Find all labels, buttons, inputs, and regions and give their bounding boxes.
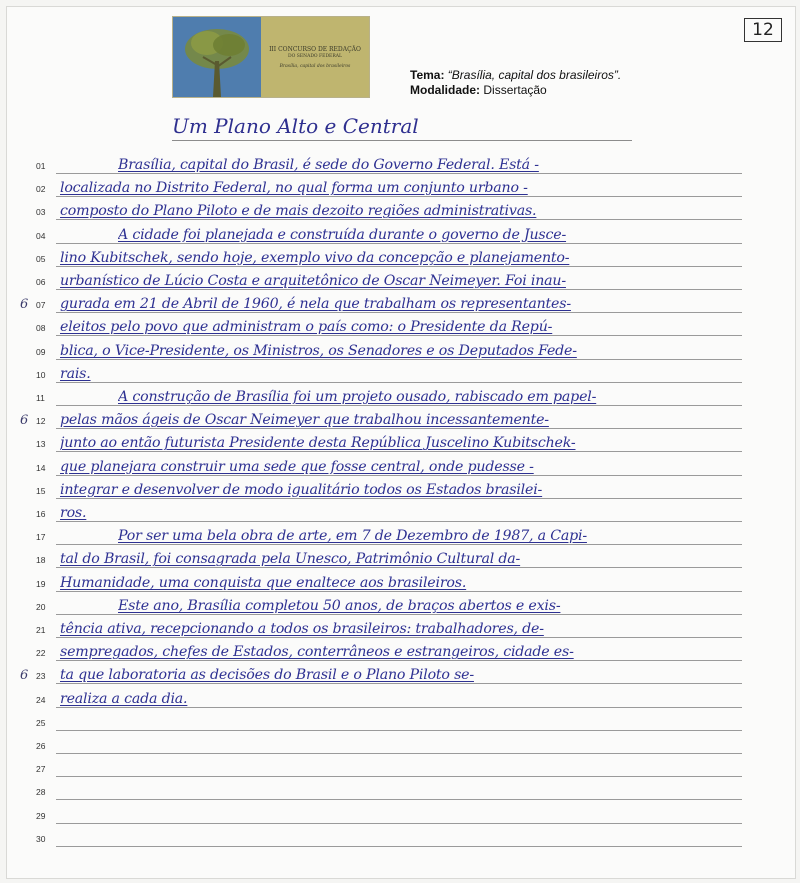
line-number: 13 [36, 439, 46, 450]
handwritten-text: Por ser uma bela obra de arte, em 7 de Dezembro de 1987, a Capi- [118, 528, 587, 545]
handwritten-text: rais. [60, 365, 91, 382]
essay-line [36, 452, 742, 476]
essay-line [36, 428, 742, 452]
handwritten-text: Humanidade, uma conquista que enaltece aos brasileiros. [60, 574, 467, 591]
line-number: 17 [36, 532, 46, 543]
handwritten-text: gurada em 21 de Abril de 1960, é nela que trabalham os representantes- [60, 296, 571, 313]
essay-line [36, 823, 742, 847]
essay-line [36, 243, 742, 267]
handwritten-text: realiza a cada dia. [60, 690, 188, 707]
line-number: 23 [36, 671, 46, 682]
logo-tagline: Brasília, capital dos brasileiros [279, 63, 351, 69]
line-number: 21 [36, 625, 46, 635]
essay-line [36, 568, 742, 592]
handwritten-text: ros. [60, 505, 87, 521]
essay-line [36, 475, 742, 499]
handwritten-text: Este ano, Brasília completou 50 anos, de braços abertos e exis- [118, 597, 561, 614]
handwritten-text: tal do Brasil, foi consagrada pela Unesco, Patrimônio Cultural da- [60, 551, 521, 568]
line-number: 11 [36, 393, 45, 403]
line-number: 20 [36, 601, 46, 612]
line-number: 06 [36, 277, 46, 287]
line-number: 08 [36, 323, 46, 334]
essay-line [36, 521, 742, 545]
line-number: 29 [36, 810, 46, 821]
handwritten-text: que planejara construir uma sede que fosse central, onde pudesse - [60, 458, 534, 475]
line-number: 09 [36, 346, 46, 357]
essay-line [36, 498, 742, 522]
handwritten-text: blica, o Vice-Presidente, os Ministros, os Senadores e os Deputados Fede- [60, 342, 577, 359]
handwritten-text: eleitos pelo povo que administram o país como: o Presidente da Repú- [60, 319, 553, 336]
line-number: 18 [36, 555, 46, 566]
essay-title: Um Plano Alto e Central [172, 114, 632, 141]
line-number: 25 [36, 717, 46, 728]
essay-line [36, 220, 742, 244]
line-number: 19 [36, 578, 46, 589]
essay-line [36, 753, 742, 777]
theme-label: Tema: [410, 68, 445, 82]
line-number: 04 [36, 230, 46, 241]
essay-line [36, 707, 742, 731]
essay-line [36, 336, 742, 360]
modality-value: Dissertação [483, 83, 547, 97]
essay-line [20, 660, 742, 684]
handwritten-text: lino Kubitschek, sendo hoje, exemplo vivo da concepção e planejamento- [60, 249, 570, 266]
handwritten-text: A cidade foi planejada e construída durante o governo de Jusce- [118, 226, 567, 243]
line-number: 15 [36, 485, 46, 496]
essay-line [36, 359, 742, 383]
page-number: 12 [752, 20, 774, 40]
essay-line [36, 266, 742, 290]
line-number: 10 [36, 369, 46, 380]
line-number: 01 [36, 161, 46, 171]
grader-mark: 6 [20, 413, 29, 429]
handwritten-text: pelas mãos ágeis de Oscar Neimeyer que trabalhou incessantemente- [60, 412, 549, 429]
essay-line [20, 405, 742, 429]
handwritten-text: Brasília, capital do Brasil, é sede do Governo Federal. Está - [118, 157, 539, 173]
logo-title: III CONCURSO DE REDAÇÃO [269, 45, 361, 53]
handwritten-text: urbanístico de Lúcio Costa e arquitetônico de Oscar Neimeyer. Foi inau- [60, 273, 566, 289]
theme-value: “Brasília, capital dos brasileiros”. [447, 68, 622, 82]
line-number: 16 [36, 509, 46, 519]
handwritten-text: sempregados, chefes de Estados, conterrâneos e estrangeiros, cidade es- [60, 644, 574, 661]
line-number: 02 [36, 184, 46, 195]
line-number: 28 [36, 787, 46, 798]
logo-subtitle: DO SENADO FEDERAL [288, 53, 342, 59]
essay-line [36, 544, 742, 568]
handwritten-text: ta que laboratoria as decisões do Brasil e o Plano Piloto se- [60, 667, 474, 684]
modality-label: Modalidade: [410, 83, 481, 97]
essay-line [36, 591, 742, 615]
line-number: 22 [36, 648, 46, 659]
essay-line [36, 730, 742, 754]
handwritten-text: A construção de Brasília foi um projeto ousado, rabiscado em papel- [118, 389, 597, 405]
handwritten-text: integrar e desenvolver de modo igualitário todos os Estados brasilei- [60, 481, 543, 498]
essay-line [36, 614, 742, 638]
grader-mark: 6 [20, 668, 29, 684]
line-number: 07 [36, 300, 46, 311]
essay-line [36, 196, 742, 220]
grader-mark: 6 [20, 297, 29, 313]
essay-line [36, 173, 742, 197]
line-number: 05 [36, 253, 46, 264]
line-number: 26 [36, 741, 46, 751]
handwritten-text: junto ao então futurista Presidente desta República Juscelino Kubitschek- [60, 435, 576, 452]
handwritten-text: tência ativa, recepcionando a todos os brasileiros: trabalhadores, de- [60, 621, 544, 637]
line-number: 30 [36, 833, 46, 844]
essay-line [36, 776, 742, 800]
essay-line [36, 637, 742, 661]
essay-line [36, 684, 742, 708]
line-number: 03 [36, 207, 46, 218]
handwritten-text: composto do Plano Piloto e de mais dezoito regiões administrativas. [60, 203, 537, 220]
essay-line [36, 800, 742, 824]
line-number: 24 [36, 694, 46, 705]
line-number: 12 [36, 416, 46, 427]
handwritten-text: localizada no Distrito Federal, no qual forma um conjunto urbano - [60, 180, 528, 197]
essay-line [36, 382, 742, 406]
line-number: 27 [36, 764, 46, 775]
line-number: 14 [36, 462, 46, 473]
essay-line [20, 289, 742, 313]
essay-line [36, 150, 742, 174]
essay-line [36, 312, 742, 336]
